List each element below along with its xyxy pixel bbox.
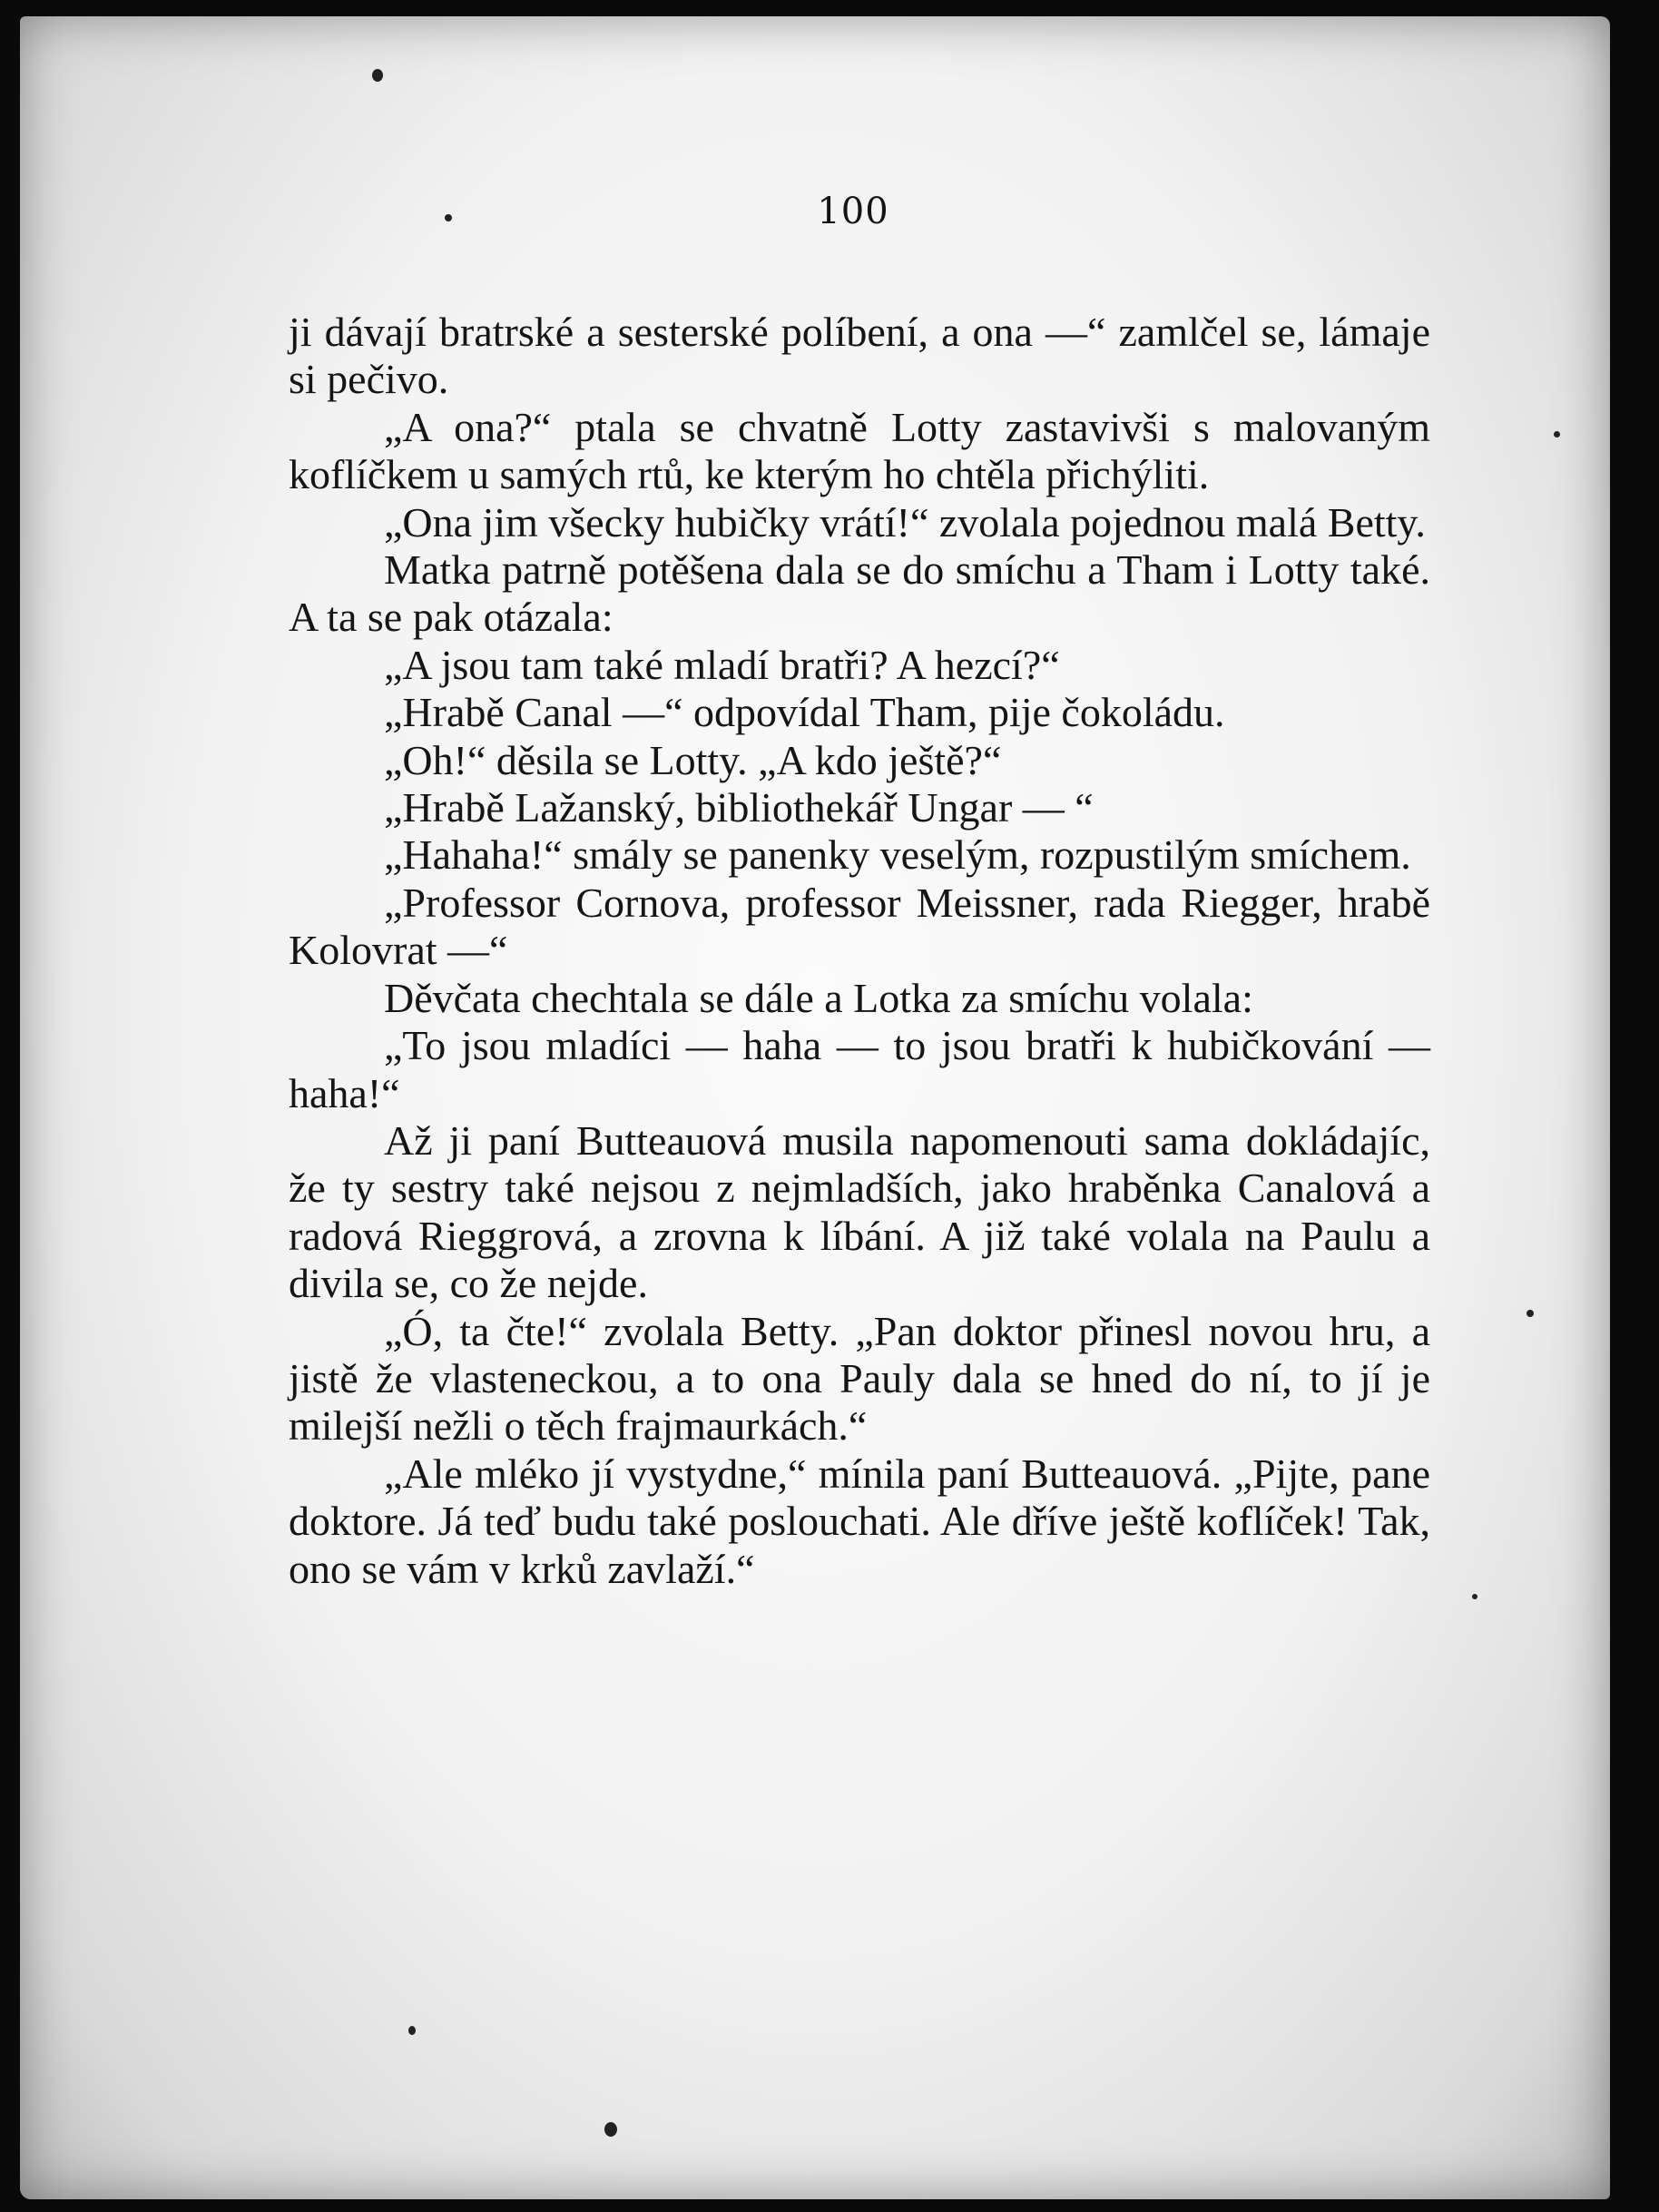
page-number: 100 [817,191,889,232]
paragraph: „Ona jim všecky hubičky vrátí!“ zvolala pojednou malá Betty. [384,498,1426,546]
paragraph: ji dávají bratrské a sesterské políbení, a ona —“ zamlčel se, lámaje si pečivo. [289,309,1430,403]
paragraph: Až ji paní Butteauová musila napomenouti sama dokládajíc, že ty sestry také nejsou z nejmladších, jako hraběnka Canalová a radová Rieggrová, a zrovna k líbání. A již také volala na Paulu a divila se, co že nejde. [289,1116,1430,1307]
ink-speck [604,2122,617,2137]
paragraph: „A jsou tam také mladí bratři? A hezcí?“ [384,641,1060,688]
paragraph: „Ó, ta čte!“ zvolala Betty. „Pan doktor přinesl novou hru, a jistě že vlasteneckou, a to ona Pauly dala se hned do ní, to jí je milejší nežli o těch frajmaurkách.“ [289,1307,1430,1450]
ink-speck [408,2026,416,2035]
ink-speck [1554,431,1560,437]
body-text [289,309,1430,1593]
paragraph: „Ale mléko jí vystydne,“ mínila paní Butteauová. „Pijte, pane doktore. Já teď budu také poslouchati. Ale dříve ještě koflíček! Tak, ono se vám v krků zavlaží.“ [289,1450,1430,1592]
paragraph: „Professor Cornova, professor Meissner, rada Riegger, hrabě Kolovrat —“ [289,879,1430,974]
ink-speck [1472,1594,1477,1599]
paragraph: „Hrabě Lažanský, bibliothekář Ungar — “ [384,784,1094,831]
ink-speck [372,69,383,82]
paragraph: „A ona?“ ptala se chvatně Lotty zastavivši s malovaným koflíčkem u samých rtů, ke kterým ho chtěla přichýliti. [289,403,1430,498]
paragraph: „Hrabě Canal —“ odpovídal Tham, pije čokoládu. [384,689,1225,736]
paragraph: „Hahaha!“ smály se panenky veselým, rozpustilým smíchem. [384,831,1411,879]
paragraph: Děvčata chechtala se dále a Lotka za smíchu volala: [384,974,1253,1021]
paragraph: „To jsou mladíci — haha — to jsou bratři k hubičkování — haha!“ [289,1022,1430,1116]
paragraph: „Oh!“ děsila se Lotty. „A kdo ještě?“ [384,736,1002,783]
ink-speck [1526,1310,1534,1317]
paragraph: Matka patrně potěšena dala se do smíchu a Tham i Lotty také. A ta se pak otázala: [289,546,1430,641]
